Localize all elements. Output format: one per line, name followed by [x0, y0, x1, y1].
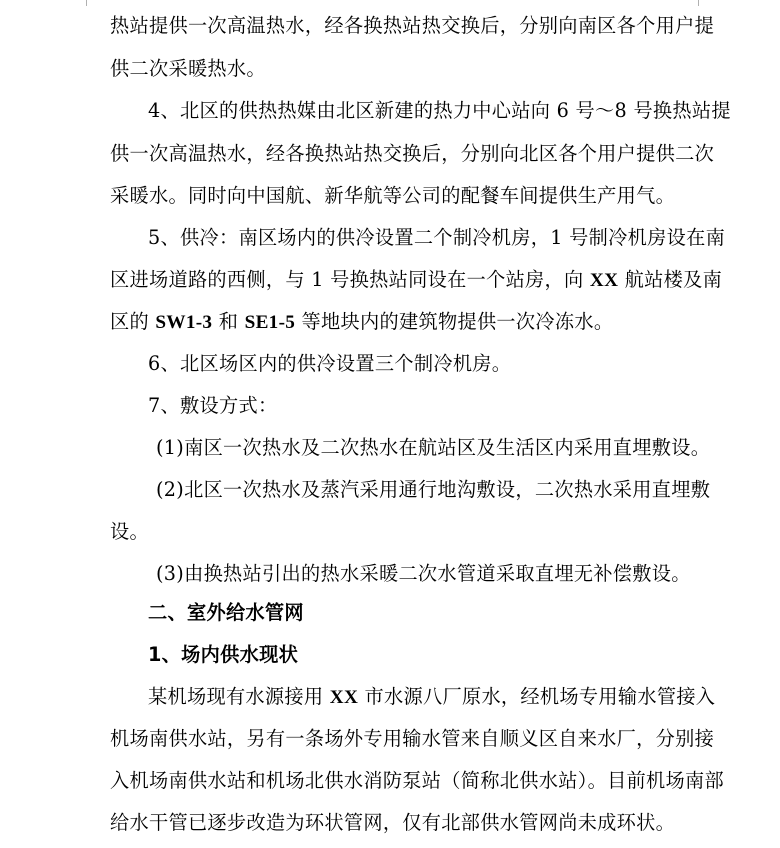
latin-identifier: SE1-5 — [244, 312, 296, 333]
latin-identifier: XX — [329, 687, 359, 708]
body-line: 热站提供一次高温热水，经各换热站热交换后，分别向南区各个用户提 — [110, 14, 715, 37]
body-line: 给水干管已逐步改造为环状管网，仅有北部供水管网尚未成环状。 — [110, 811, 676, 834]
section-heading-2: 二、室外给水管网 — [148, 601, 304, 624]
body-line: 区进场道路的西侧，与 1 号换热站同设在一个站房，向 XX 航站楼及南 — [110, 268, 723, 291]
sub-item-3: (3)由换热站引出的热水采暖二次水管道采取直埋无补偿敷设。 — [156, 562, 691, 585]
body-line: 入机场南供水站和机场北供水消防泵站（简称北供水站）。目前机场南部 — [110, 769, 724, 792]
page-corner-mark-right — [698, 0, 711, 6]
body-line: 供二次采暖热水。 — [110, 57, 266, 80]
latin-identifier: SW1-3 — [155, 312, 213, 333]
latin-identifier: XX — [589, 270, 619, 291]
body-line: 设。 — [110, 520, 149, 543]
body-line: 供一次高温热水，经各换热站热交换后，分别向北区各个用户提供二次 — [110, 142, 715, 165]
subsection-heading-1: 1、场内供水现状 — [148, 643, 299, 666]
body-line: 机场南供水站，另有一条场外专用输水管来自顺义区自来水厂，分别接 — [110, 727, 715, 750]
list-item-5: 5、供冷：南区场内的供冷设置二个制冷机房，1 号制冷机房设在南 — [148, 226, 726, 249]
paragraph-first-line: 某机场现有水源接用 XX 市水源八厂原水，经机场专用输水管接入 — [148, 685, 716, 708]
sub-item-2: (2)北区一次热水及蒸汽采用通行地沟敷设，二次热水采用直埋敷 — [156, 478, 711, 501]
list-item-4: 4、北区的供热热媒由北区新建的热力中心站向 6 号～8 号换热站提 — [148, 99, 731, 122]
sub-item-1: (1)南区一次热水及二次热水在航站区及生活区内采用直埋敷设。 — [156, 436, 711, 459]
page-corner-mark-left — [74, 0, 87, 6]
list-item-6: 6、北区场区内的供冷设置三个制冷机房。 — [148, 352, 512, 375]
list-item-7: 7、敷设方式： — [148, 394, 278, 417]
body-line: 区的 SW1-3 和 SE1-5 等地块内的建筑物提供一次冷冻水。 — [110, 310, 614, 333]
body-line: 采暖水。同时向中国航、新华航等公司的配餐车间提供生产用气。 — [110, 184, 676, 207]
